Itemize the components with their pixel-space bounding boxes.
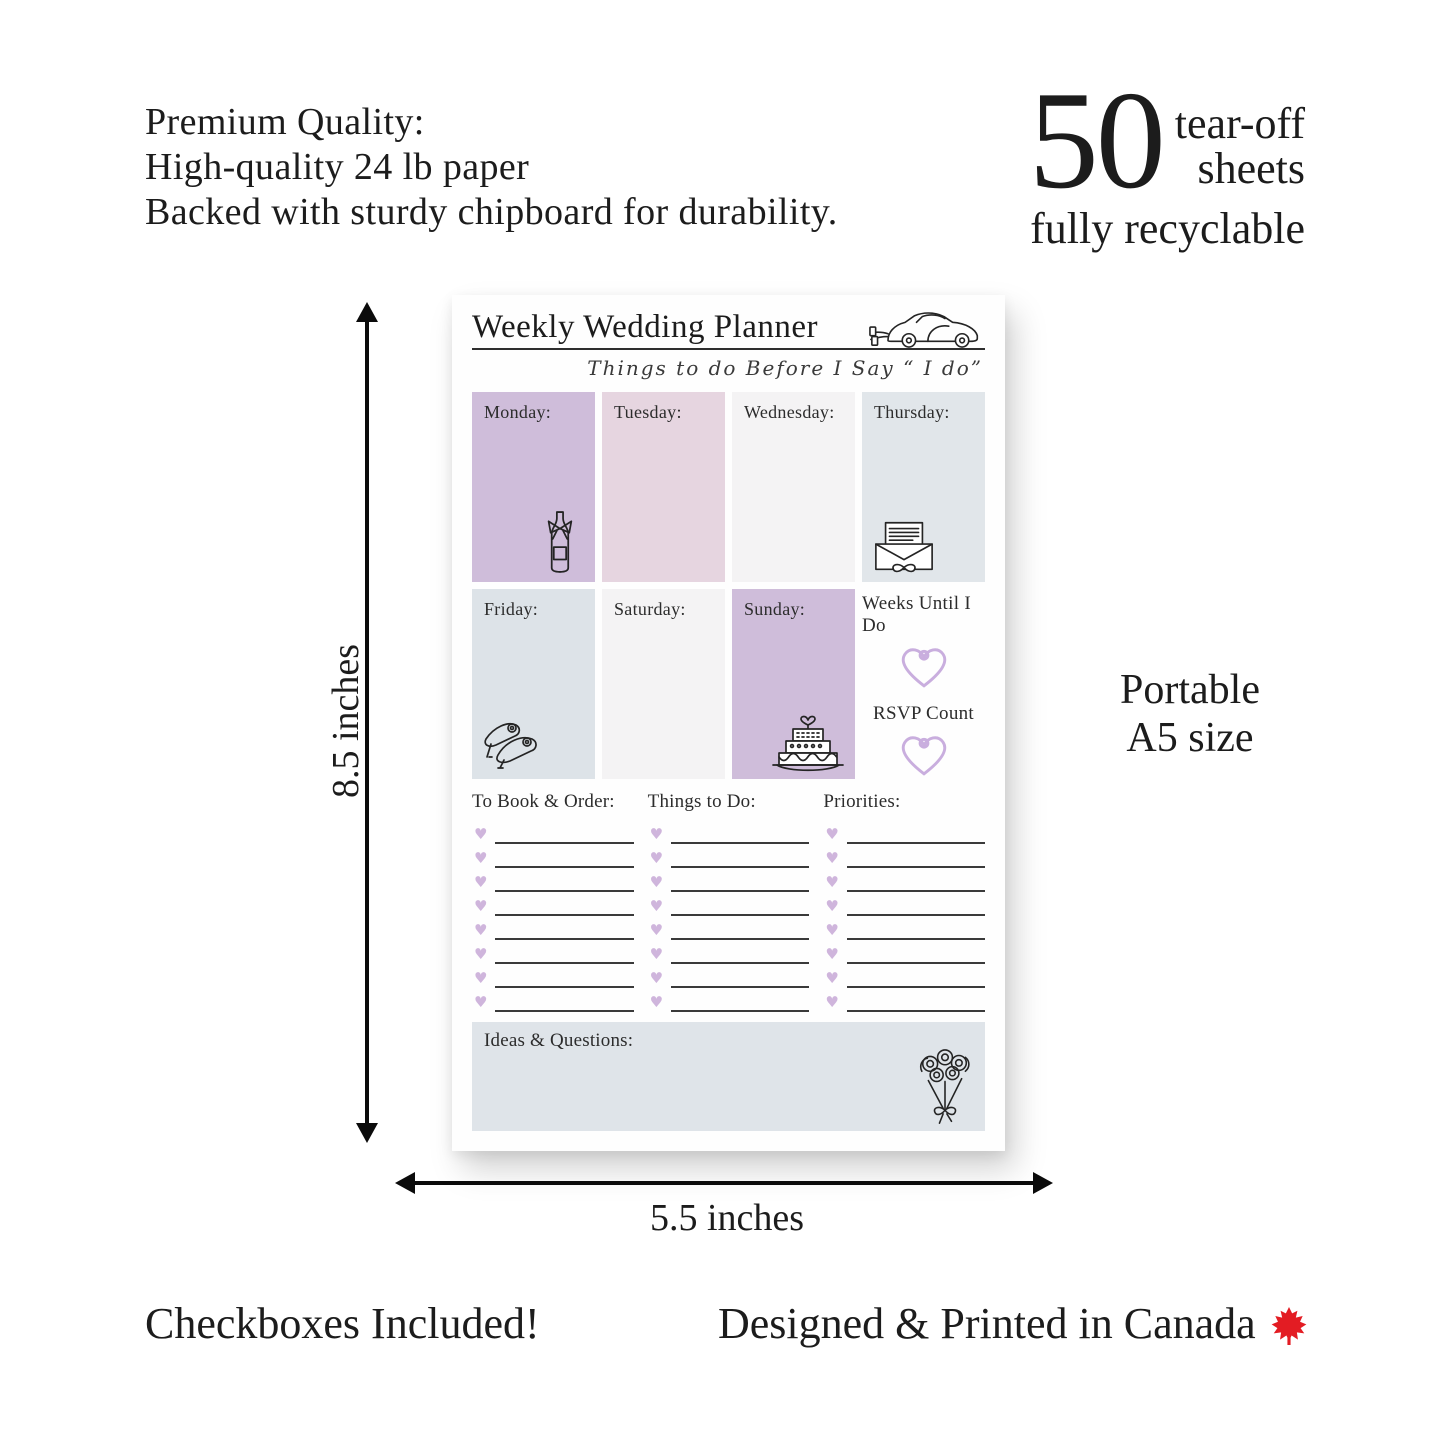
checklist-row — [648, 820, 810, 844]
checklist-row — [648, 964, 810, 988]
heart-bullet-icon: ♥ — [474, 873, 488, 891]
premium-line-2: High-quality 24 lb paper — [145, 146, 530, 188]
day-cell-sunday — [732, 589, 855, 779]
day-label: Sunday: — [744, 599, 806, 619]
planner-header — [472, 309, 985, 350]
checklist-row — [648, 940, 810, 964]
list-header: Things to Do: — [647, 791, 756, 812]
premium-quality-text — [145, 100, 838, 235]
list-rows — [472, 820, 634, 1012]
heart-bullet-icon: ♥ — [825, 921, 839, 939]
rsvp-count-label: RSVP Count — [872, 703, 975, 724]
day-cell-friday — [472, 589, 595, 779]
day-label: Friday: — [484, 599, 539, 619]
heart-bullet-icon: ♥ — [649, 825, 664, 843]
sheet-count-block — [983, 63, 1305, 254]
height-dimension-label: 8.5 inches — [325, 643, 367, 799]
made-in-canada-text: Designed & Printed in Canada — [718, 1299, 1256, 1348]
writing-line — [671, 890, 809, 916]
checklist-row — [823, 940, 985, 964]
planner-title: Weekly Wedding Planner — [472, 309, 818, 345]
checklist-row — [472, 820, 634, 844]
heart-bullet-icon: ♥ — [474, 993, 488, 1011]
heart-bullet-icon: ♥ — [825, 849, 839, 867]
day-label: Wednesday: — [744, 402, 835, 422]
day-label: Saturday: — [614, 599, 686, 619]
bouquet-icon — [917, 1049, 973, 1125]
day-label: Tuesday: — [614, 402, 682, 422]
premium-line-1: Premium Quality: — [145, 101, 425, 143]
checklist-row — [823, 844, 985, 868]
bridal-heels-icon — [480, 711, 556, 769]
writing-line — [847, 842, 985, 868]
heart-bullet-icon: ♥ — [825, 897, 839, 915]
checklist-row — [472, 892, 634, 916]
writing-line — [671, 842, 809, 868]
writing-line — [847, 938, 985, 964]
writing-line — [495, 842, 633, 868]
made-in-canada-note — [718, 1298, 1308, 1349]
sheet-count-number: 50 — [1028, 63, 1163, 218]
checklist-row — [823, 916, 985, 940]
list-things-to-do — [648, 791, 810, 1012]
week-grid — [472, 392, 985, 779]
portable-line1: Portable — [1120, 667, 1260, 713]
heart-bullet-icon: ♥ — [649, 921, 664, 939]
checklist-row — [472, 844, 634, 868]
list-header: To Book & Order: — [472, 791, 615, 812]
day-cell-saturday — [602, 589, 725, 779]
writing-line — [847, 866, 985, 892]
ideas-label: Ideas & Questions: — [484, 1030, 634, 1051]
list-rows — [648, 820, 810, 1012]
writing-line — [495, 890, 633, 916]
heart-bullet-icon: ♥ — [649, 993, 664, 1011]
writing-line — [495, 818, 633, 844]
list-header: Priorities: — [823, 791, 901, 812]
heart-bullet-icon: ♥ — [825, 873, 839, 891]
writing-line — [495, 866, 633, 892]
checklist-row — [823, 820, 985, 844]
day-cell-thursday — [862, 392, 985, 582]
wedding-cake-icon — [769, 709, 847, 773]
checklist-row — [472, 988, 634, 1012]
champagne-bottle-icon — [539, 510, 583, 574]
checklist-row — [472, 940, 634, 964]
weeks-until-label: Weeks Until I Do — [862, 593, 971, 636]
day-label: Monday: — [484, 402, 552, 422]
writing-line — [671, 866, 809, 892]
list-to-book — [472, 791, 634, 1012]
writing-line — [671, 986, 809, 1012]
checklist-row — [648, 892, 810, 916]
checklists — [472, 791, 985, 1012]
ideas-section — [472, 1022, 985, 1131]
writing-line — [495, 914, 633, 940]
heart-bullet-icon: ♥ — [649, 897, 664, 915]
checklist-row — [823, 988, 985, 1012]
heart-bullet-icon: ♥ — [474, 897, 488, 915]
portable-line2: A5 size — [1126, 715, 1254, 761]
planner-subtitle: Things to do Before I Say “ I do” — [587, 356, 983, 380]
heart-bullet-icon: ♥ — [825, 945, 839, 963]
writing-line — [671, 962, 809, 988]
writing-line — [671, 914, 809, 940]
checklist-row — [648, 844, 810, 868]
checklist-row — [823, 868, 985, 892]
portable-note — [1078, 666, 1302, 762]
premium-line-3: Backed with sturdy chipboard for durability. — [145, 191, 838, 233]
heart-bullet-icon: ♥ — [825, 993, 839, 1011]
sheet-unit-line1: tear-off — [1174, 99, 1305, 148]
heart-bullet-icon: ♥ — [474, 969, 488, 987]
invitation-envelope-icon — [872, 520, 936, 574]
width-dimension-label: 5.5 inches — [649, 1197, 805, 1239]
maple-leaf-icon — [1270, 1306, 1308, 1346]
heart-bullet-icon: ♥ — [474, 945, 488, 963]
heart-bullet-icon: ♥ — [474, 921, 488, 939]
checklist-row — [823, 964, 985, 988]
heart-bullet-icon: ♥ — [825, 969, 839, 987]
checklist-row — [472, 964, 634, 988]
weeks-heart-icon — [883, 639, 965, 691]
checklist-row — [472, 916, 634, 940]
writing-line — [847, 986, 985, 1012]
list-rows — [823, 820, 985, 1012]
checklist-row — [648, 868, 810, 892]
heart-bullet-icon: ♥ — [474, 825, 488, 843]
list-priorities — [823, 791, 985, 1012]
day-cell-wednesday — [732, 392, 855, 582]
checklist-row — [648, 988, 810, 1012]
writing-line — [671, 818, 809, 844]
day-cell-tuesday — [602, 392, 725, 582]
writing-line — [671, 938, 809, 964]
checklist-row — [472, 868, 634, 892]
wedding-car-icon — [867, 310, 985, 348]
writing-line — [847, 962, 985, 988]
writing-line — [847, 890, 985, 916]
heart-bullet-icon: ♥ — [649, 945, 664, 963]
checkboxes-note: Checkboxes Included! — [145, 1299, 540, 1348]
planner-sheet — [452, 295, 1005, 1151]
writing-line — [495, 986, 633, 1012]
rsvp-heart-icon — [883, 727, 965, 779]
checklist-row — [648, 916, 810, 940]
counter-cell — [862, 589, 985, 779]
sheet-unit-line2: sheets — [1197, 143, 1305, 193]
heart-bullet-icon: ♥ — [649, 969, 664, 987]
heart-bullet-icon: ♥ — [649, 849, 664, 867]
day-label: Thursday: — [874, 402, 950, 422]
writing-line — [495, 962, 633, 988]
recyclable-note: fully recyclable — [1030, 204, 1305, 254]
writing-line — [847, 818, 985, 844]
day-cell-monday — [472, 392, 595, 582]
heart-bullet-icon: ♥ — [474, 849, 488, 867]
writing-line — [847, 914, 985, 940]
heart-bullet-icon: ♥ — [825, 825, 839, 843]
writing-line — [495, 938, 633, 964]
checklist-row — [823, 892, 985, 916]
heart-bullet-icon: ♥ — [649, 873, 664, 891]
